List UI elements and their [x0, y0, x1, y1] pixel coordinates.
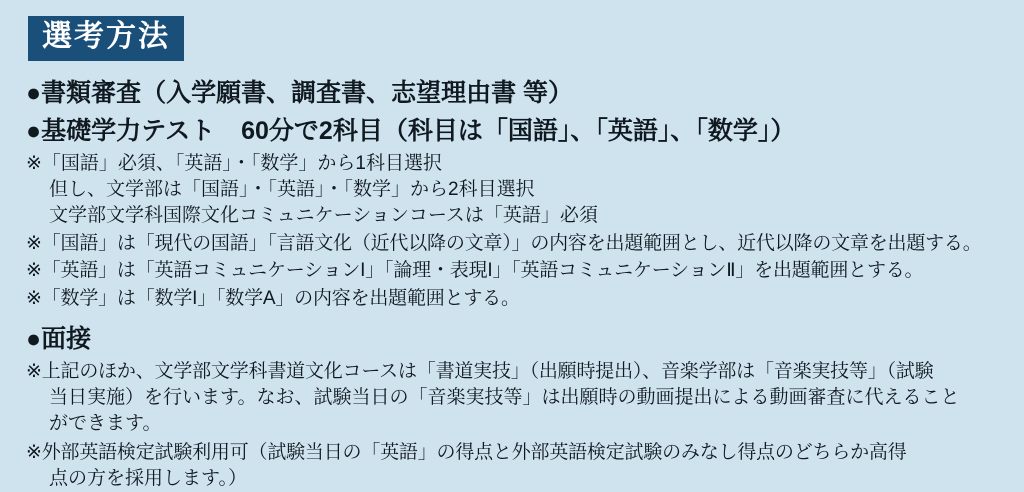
basic-test-detail: 60分で2科目（科目は「国語」、「英語」、「数学」）: [241, 116, 796, 145]
content-body: [26, 77, 1002, 492]
note-practical-line2: 当日実施）を行います。なお、試験当日の「音楽実技等」は出願時の動画提出による動画審査に代えること: [49, 387, 960, 409]
note-subject-selection-sub2: 文学部文学科国際文化コミュニケーションコースは「英語」必須: [49, 205, 598, 227]
note-subject-selection-sub1: 但し、文学部は「国語」・「英語」・「数学」から2科目選択: [49, 178, 535, 200]
item-basic-academic-test: [26, 115, 1002, 147]
note-practical-line3: ができます。: [49, 412, 162, 434]
note-external-line2: 点の方を採用します。）: [49, 467, 247, 489]
note-japanese-scope: ※「国語」は「現代の国語」「言語文化（近代以降の文章）」の内容を出題範囲とし、近代以降の文章を出題する。: [26, 232, 982, 254]
note-practical-line1: ※上記のほか、文学部文学科書道文化コースは「書道実技」（出願時提出）、音楽学部は「音楽実技等」（試験: [26, 361, 934, 383]
note-practical-exams: [26, 359, 1002, 436]
page-title: 選考方法: [28, 16, 184, 61]
note-english-scope: ※「英語」は「英語コミュニケーションI」「論理・表現I」「英語コミュニケーションⅡ」を出題範囲とする。: [26, 260, 924, 282]
note-math-scope: ※「数学」は「数学I」「数学A」の内容を出題範囲とする。: [26, 287, 520, 309]
note-subject-selection: ※「国語」必須、「英語」・「数学」から1科目選択: [26, 152, 442, 174]
item-interview: ●面接: [26, 325, 92, 354]
note-external-line1: ※外部英語検定試験利用可（試験当日の「英語」の得点と外部英語検定試験のみなし得点のどちらか高得: [26, 441, 907, 463]
basic-test-label: ●基礎学力テスト: [26, 116, 216, 145]
note-external-english-test: [26, 440, 1002, 492]
item-document-review: ●書類審査（入学願書、調査書、志望理由書 等）: [26, 78, 574, 107]
